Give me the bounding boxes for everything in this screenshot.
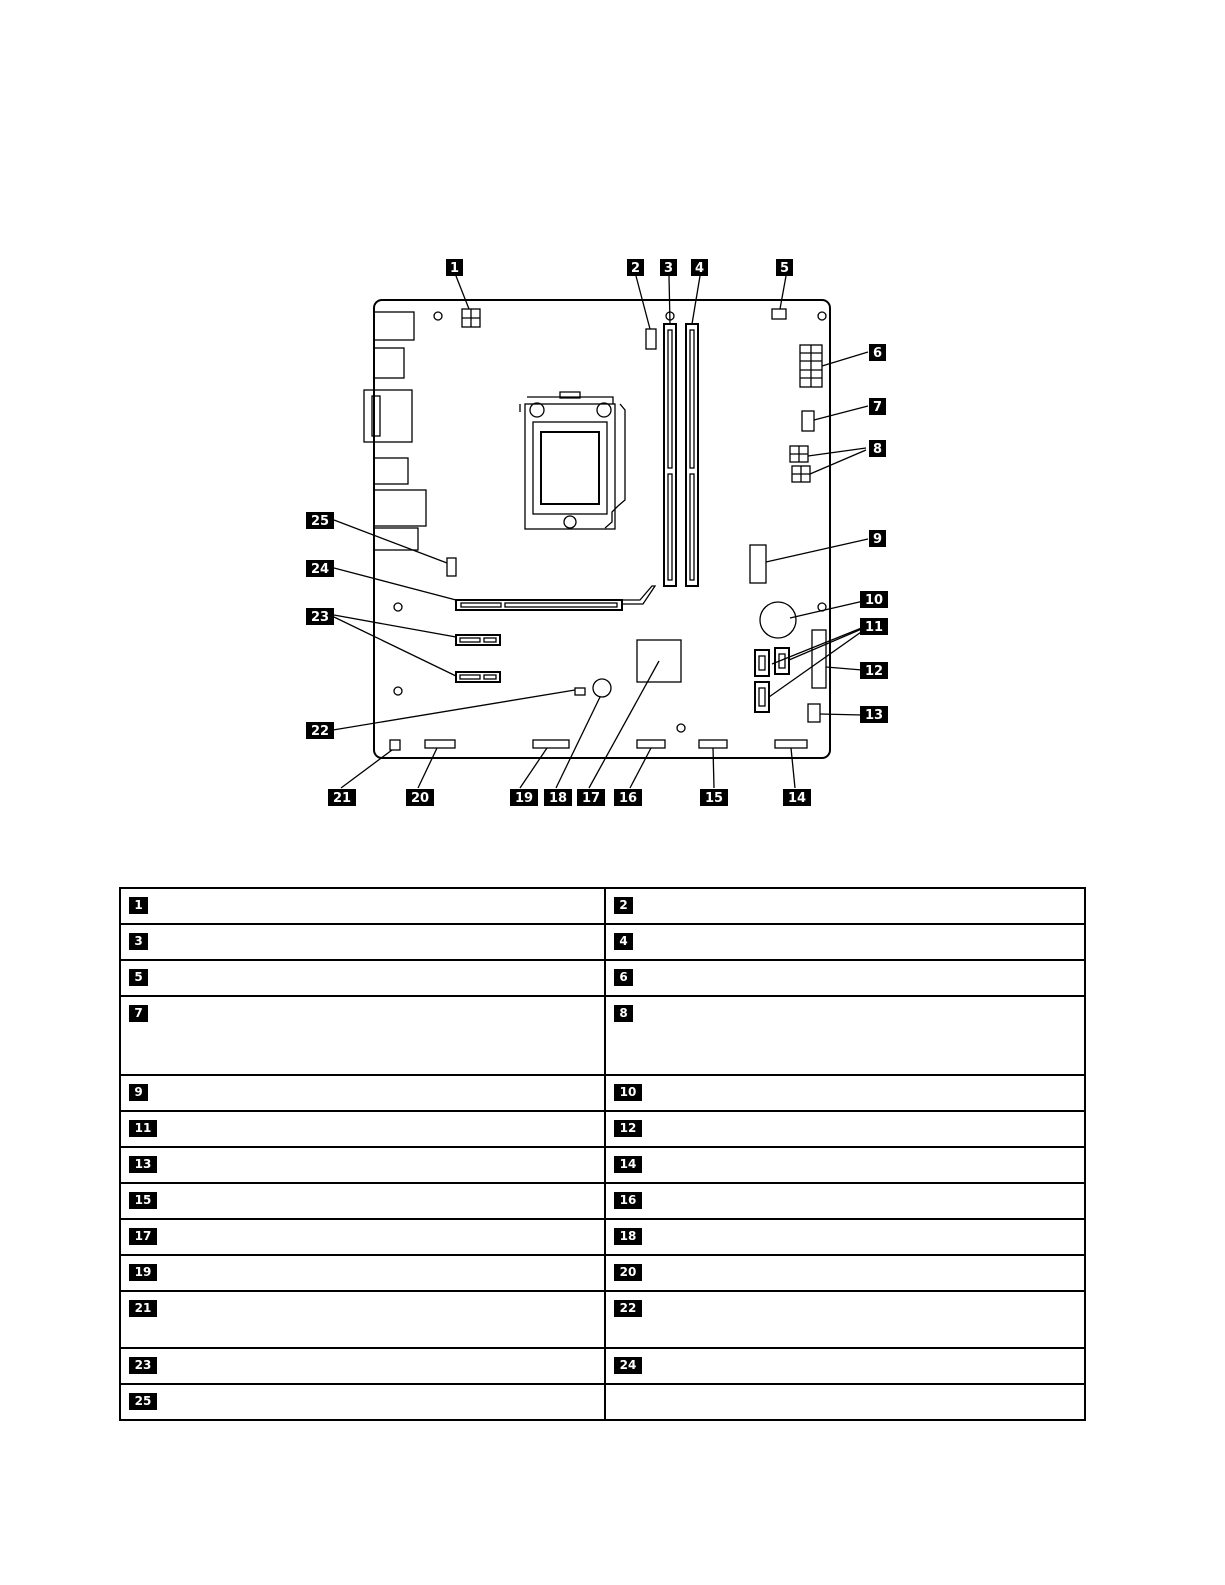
callout-13: [860, 706, 888, 723]
callout-6: [869, 344, 886, 361]
svg-text:20: 20: [410, 791, 430, 806]
callout-20: [406, 789, 434, 806]
part-5-connector: [772, 309, 786, 319]
legend-badge: 10: [614, 1084, 642, 1101]
svg-text:4: 4: [694, 261, 705, 276]
callout-24: [306, 560, 334, 577]
callout-1: [446, 259, 463, 276]
legend-badge: 12: [614, 1120, 642, 1137]
part-19-header: [533, 740, 569, 748]
svg-text:21: 21: [332, 791, 352, 806]
legend-row: [120, 1147, 1085, 1183]
part-23-pcie-x1-slots: [456, 635, 500, 682]
legend-cell: [605, 1111, 1085, 1147]
legend-badge: 20: [614, 1264, 642, 1281]
svg-text:23: 23: [310, 610, 330, 625]
legend-row: [120, 1219, 1085, 1255]
mounting-holes: [394, 312, 826, 732]
legend-row: [120, 1075, 1085, 1111]
part-16-header: [637, 740, 665, 748]
legend-badge: 2: [614, 897, 633, 914]
legend-badge: 8: [614, 1005, 633, 1022]
legend-cell-empty: [605, 1384, 1085, 1420]
legend-cell: [605, 1183, 1085, 1219]
legend-cell: [120, 1255, 605, 1291]
cpu-socket: [520, 392, 625, 529]
legend-cell: [605, 960, 1085, 996]
legend-cell: [120, 1219, 605, 1255]
callouts: [306, 259, 888, 806]
part-20-header: [425, 740, 455, 748]
callout-11: [860, 618, 888, 635]
legend-cell: [605, 996, 1085, 1075]
legend-badge: 17: [129, 1228, 157, 1245]
svg-text:10: 10: [864, 593, 884, 608]
svg-text:19: 19: [514, 791, 534, 806]
legend-cell: [605, 1075, 1085, 1111]
callout-4: [691, 259, 708, 276]
svg-text:17: 17: [581, 791, 601, 806]
legend-badge: 19: [129, 1264, 157, 1281]
legend-cell: [120, 888, 605, 924]
part-9-connector: [750, 545, 766, 583]
legend-row: [120, 1291, 1085, 1348]
memory-slot-2: [686, 324, 698, 586]
legend-row: [120, 1111, 1085, 1147]
svg-text:2: 2: [630, 261, 641, 276]
legend-badge: 5: [129, 969, 148, 986]
legend-badge: 24: [614, 1357, 642, 1374]
svg-text:6: 6: [872, 346, 883, 361]
leader-lines: [333, 276, 868, 788]
svg-text:12: 12: [864, 664, 884, 679]
legend-cell: [120, 1348, 605, 1384]
legend-cell: [605, 1255, 1085, 1291]
legend-cell: [605, 1219, 1085, 1255]
callout-17: [577, 789, 605, 806]
legend-cell: [605, 1147, 1085, 1183]
part-8-connectors: [790, 446, 810, 482]
legend-badge: 3: [129, 933, 148, 950]
legend-badge: 11: [129, 1120, 157, 1137]
legend-badge: 22: [614, 1300, 642, 1317]
legend-cell: [605, 888, 1085, 924]
legend-cell: [120, 1075, 605, 1111]
part-22-jumper: [575, 688, 585, 695]
legend-row: [120, 1348, 1085, 1384]
legend-badge: 18: [614, 1228, 642, 1245]
callout-21: [328, 789, 356, 806]
callout-5: [776, 259, 793, 276]
part-18-speaker: [593, 679, 611, 697]
legend-badge: 25: [129, 1393, 157, 1410]
svg-text:3: 3: [663, 261, 674, 276]
svg-text:16: 16: [618, 791, 638, 806]
legend-row: [120, 924, 1085, 960]
legend-cell: [120, 1384, 605, 1420]
part-10-battery: [760, 602, 796, 638]
callout-25: [306, 512, 334, 529]
legend-badge: 14: [614, 1156, 642, 1173]
legend-badge: 21: [129, 1300, 157, 1317]
callout-3: [660, 259, 677, 276]
callout-22: [306, 722, 334, 739]
callout-8: [869, 440, 886, 457]
legend-cell: [120, 960, 605, 996]
part-14-header: [775, 740, 807, 748]
callout-16: [614, 789, 642, 806]
callout-10: [860, 591, 888, 608]
svg-text:1: 1: [449, 261, 460, 276]
legend-row: [120, 996, 1085, 1075]
memory-slot-1: [664, 324, 676, 586]
part-15-header: [699, 740, 727, 748]
legend-badge: 4: [614, 933, 633, 950]
legend-row: [120, 1255, 1085, 1291]
legend-cell: [605, 924, 1085, 960]
part-1-connector: [462, 309, 480, 327]
svg-text:11: 11: [864, 620, 884, 635]
legend-cell: [120, 1291, 605, 1348]
legend-cell: [120, 1111, 605, 1147]
part-13-connector: [808, 704, 820, 722]
legend-badge: 1: [129, 897, 148, 914]
part-6-power-connector: [800, 345, 822, 387]
legend-row: [120, 888, 1085, 924]
legend-badge: 23: [129, 1357, 157, 1374]
part-11-sata-connectors: [755, 648, 789, 712]
legend-cell: [605, 1348, 1085, 1384]
part-21-connector: [390, 740, 400, 750]
svg-text:7: 7: [872, 400, 883, 415]
svg-text:13: 13: [864, 708, 884, 723]
callout-23: [306, 608, 334, 625]
legend-cell: [120, 924, 605, 960]
callout-14: [783, 789, 811, 806]
svg-text:25: 25: [310, 514, 330, 529]
part-2-connector: [646, 329, 656, 349]
callout-12: [860, 662, 888, 679]
legend-badge: 13: [129, 1156, 157, 1173]
legend-cell: [605, 1291, 1085, 1348]
legend-badge: 7: [129, 1005, 148, 1022]
legend-badge: 9: [129, 1084, 148, 1101]
svg-text:22: 22: [310, 724, 330, 739]
part-25-connector: [447, 558, 456, 576]
svg-text:18: 18: [548, 791, 568, 806]
legend-badge: 15: [129, 1192, 157, 1209]
callout-7: [869, 398, 886, 415]
legend-cell: [120, 996, 605, 1075]
svg-text:5: 5: [779, 261, 790, 276]
svg-text:15: 15: [704, 791, 724, 806]
callout-15: [700, 789, 728, 806]
legend-row: [120, 1384, 1085, 1420]
parts-legend-table: [119, 887, 1086, 1421]
svg-text:14: 14: [787, 791, 807, 806]
callout-2: [627, 259, 644, 276]
svg-text:24: 24: [310, 562, 330, 577]
legend-row: [120, 960, 1085, 996]
callout-9: [869, 530, 886, 547]
callout-19: [510, 789, 538, 806]
legend-cell: [120, 1183, 605, 1219]
part-24-pcie-x16-slot: [456, 586, 655, 610]
svg-text:8: 8: [872, 442, 883, 457]
legend-badge: 16: [614, 1192, 642, 1209]
svg-text:9: 9: [872, 532, 883, 547]
legend-row: [120, 1183, 1085, 1219]
legend-badge: 6: [614, 969, 633, 986]
legend-cell: [120, 1147, 605, 1183]
callout-18: [544, 789, 572, 806]
part-7-connector: [802, 411, 814, 431]
